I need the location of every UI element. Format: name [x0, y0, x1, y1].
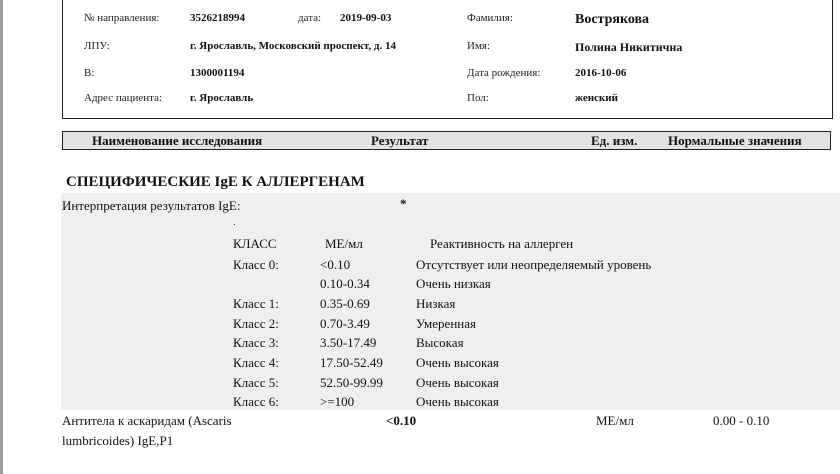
class-row-3-reactivity: Умеренная: [416, 316, 476, 331]
test-name-line1: Антитела к аскаридам (Ascaris: [62, 413, 232, 428]
b-label: В:: [84, 67, 95, 79]
class-row-0-class: Класс 0:: [233, 257, 279, 272]
sex-value: женский: [575, 92, 618, 104]
class-row-7-class: Класс 6:: [233, 394, 279, 409]
date-label: дата:: [298, 12, 322, 24]
dob-value: 2016-10-06: [575, 67, 627, 79]
test-result-value: <0.10: [386, 413, 417, 428]
class-row-2-class: Класс 1:: [233, 296, 279, 311]
class-row-1-reactivity: Очень низкая: [416, 276, 491, 291]
class-row-3-class: Класс 2:: [233, 316, 279, 331]
class-row-2-reactivity: Низкая: [416, 296, 456, 311]
date-value: 2019-09-03: [340, 12, 392, 24]
col-unit-header: Ед. изм.: [591, 133, 638, 148]
class-row-5-range: 17.50-52.49: [320, 355, 383, 370]
referral-value: 3526218994: [190, 12, 245, 24]
lpu-label: ЛПУ:: [84, 40, 110, 52]
interpretation-dot: .: [233, 216, 236, 228]
class-row-0-range: <0.10: [320, 257, 351, 272]
class-header: КЛАСС: [233, 236, 277, 251]
lpu-value: г. Ярославль, Московский проспект, д. 14: [190, 40, 396, 52]
b-value: 1300001194: [190, 67, 245, 79]
dob-label: Дата рождения:: [467, 67, 541, 79]
class-row-6-range: 52.50-99.99: [320, 375, 383, 390]
unit-header: МЕ/мл: [325, 236, 363, 251]
class-row-7-reactivity: Очень высокая: [416, 394, 499, 409]
class-row-0-reactivity: Отсутствует или неопределяемый уровень: [416, 257, 652, 272]
test-name-line2: lumbricoides) IgE,P1: [62, 433, 174, 448]
col-normal-header: Нормальные значения: [668, 133, 802, 148]
col-result-header: Результат: [371, 133, 429, 148]
section-title: СПЕЦИФИЧЕСКИЕ IgE К АЛЛЕРГЕНАМ: [66, 174, 365, 190]
class-row-4-range: 3.50-17.49: [320, 335, 377, 350]
interpretation-title: Интерпретация результатов IgE:: [62, 198, 241, 213]
address-label: Адрес пациента:: [84, 92, 163, 104]
referral-label: № направления:: [84, 12, 160, 24]
class-row-4-class: Класс 3:: [233, 335, 279, 350]
surname-value: Вострякова: [575, 12, 650, 27]
name-value: Полина Никитична: [575, 40, 683, 54]
address-value: г. Ярославль: [190, 92, 254, 104]
test-normal-range: 0.00 - 0.10: [713, 413, 770, 428]
name-label: Имя:: [467, 40, 491, 52]
class-row-5-reactivity: Очень высокая: [416, 355, 499, 370]
left-edge-bar: [0, 0, 3, 474]
col-name-header: Наименование исследования: [92, 133, 263, 148]
sex-label: Пол:: [467, 92, 489, 104]
class-row-3-range: 0.70-3.49: [320, 316, 370, 331]
interpretation-mark: *: [400, 196, 407, 211]
class-row-2-range: 0.35-0.69: [320, 296, 370, 311]
surname-label: Фамилия:: [467, 12, 513, 24]
class-row-5-class: Класс 4:: [233, 355, 279, 370]
patient-header: [62, 0, 833, 119]
column-header-bar: [62, 131, 831, 150]
class-row-6-reactivity: Очень высокая: [416, 375, 499, 390]
class-row-7-range: >=100: [320, 394, 355, 409]
class-row-1-range: 0.10-0.34: [320, 276, 370, 291]
test-unit: МЕ/мл: [596, 413, 634, 428]
class-row-4-reactivity: Высокая: [416, 335, 464, 350]
class-row-6-class: Класс 5:: [233, 375, 279, 390]
reactivity-header: Реактивность на аллерген: [430, 236, 574, 251]
